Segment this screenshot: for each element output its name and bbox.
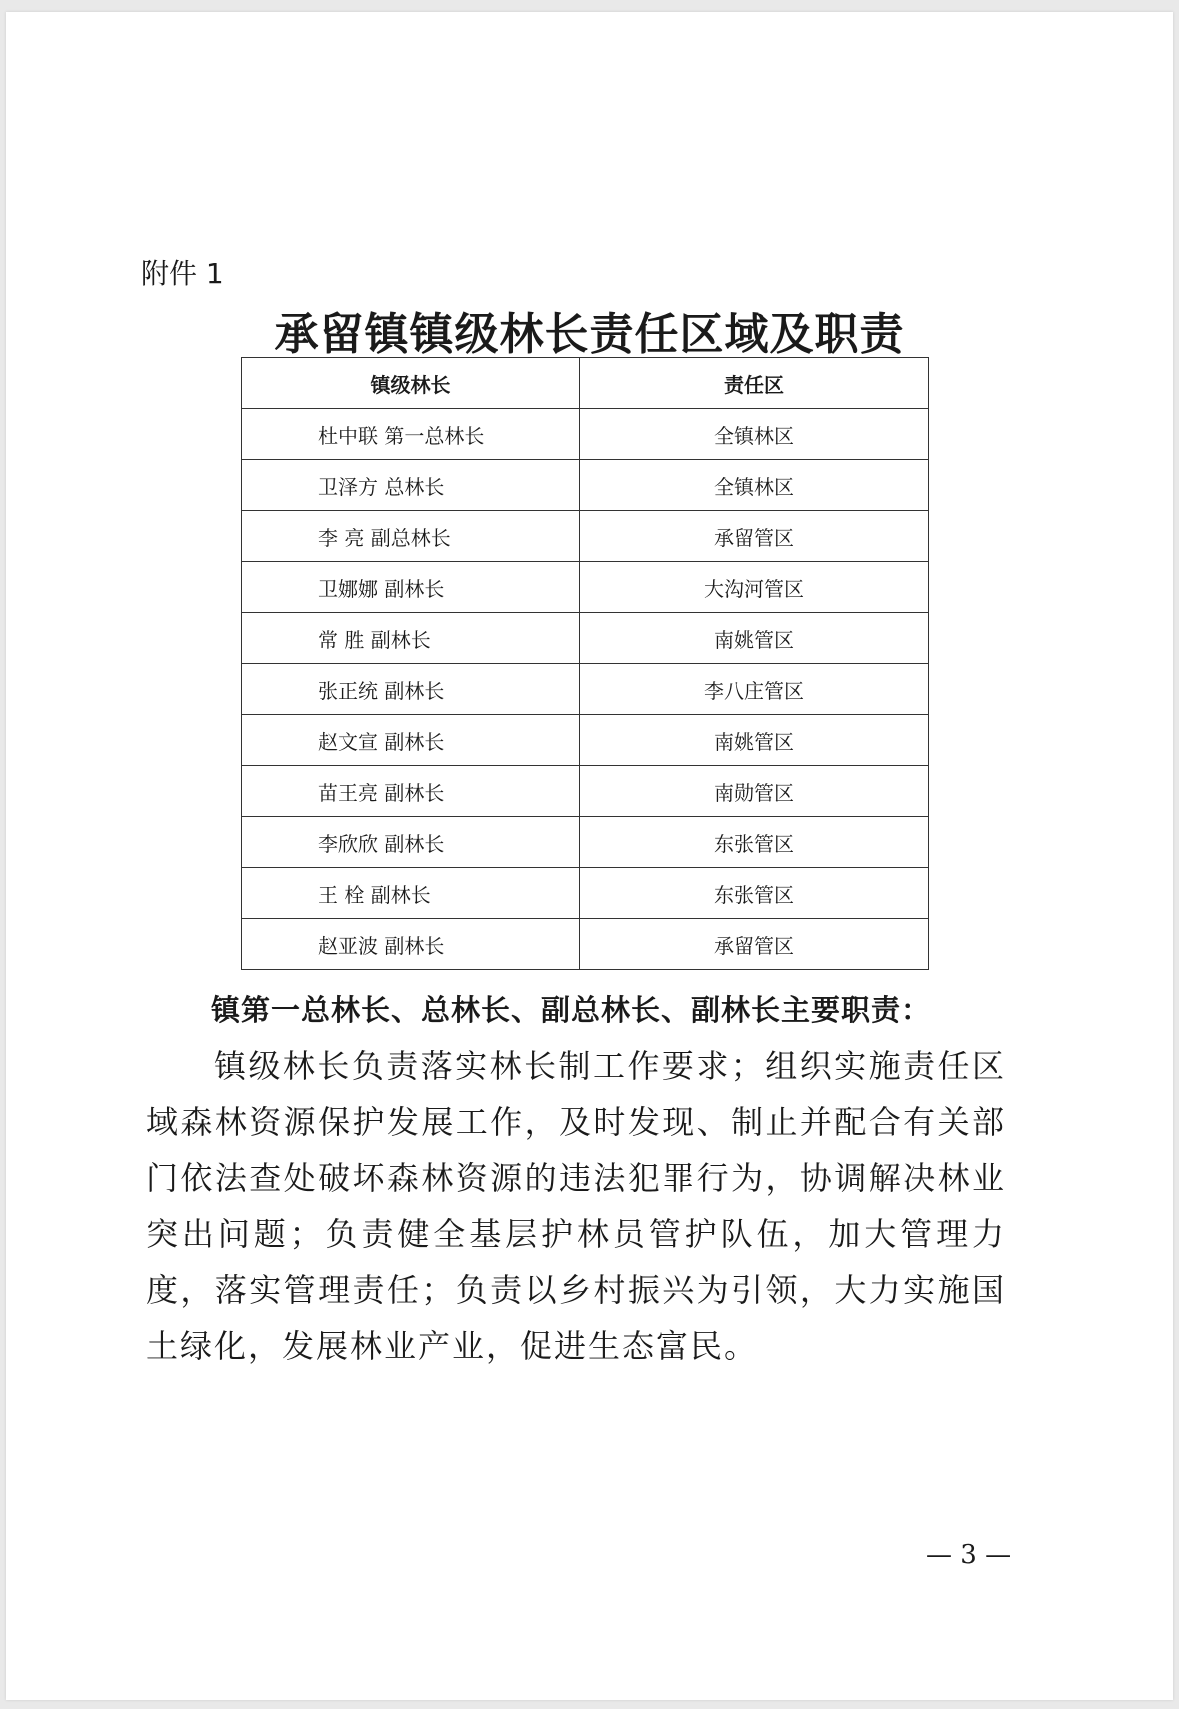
area-cell: 李八庄管区	[580, 664, 929, 715]
leader-cell: 常 胜 副林长	[242, 613, 580, 664]
table-row	[242, 868, 929, 919]
table-row	[242, 919, 929, 970]
area-cell: 大沟河管区	[580, 562, 929, 613]
area-cell: 东张管区	[580, 817, 929, 868]
leader-cell: 杜中联 第一总林长	[242, 409, 580, 460]
leader-cell: 李 亮 副总林长	[242, 511, 580, 562]
leader-cell: 卫娜娜 副林长	[242, 562, 580, 613]
leader-cell: 王 栓 副林长	[242, 868, 580, 919]
area-cell: 承留管区	[580, 511, 929, 562]
table-row	[242, 613, 929, 664]
leader-cell: 李欣欣 副林长	[242, 817, 580, 868]
leader-cell: 卫泽方 总林长	[242, 460, 580, 511]
forest-chief-table	[241, 357, 929, 970]
area-cell: 全镇林区	[580, 460, 929, 511]
area-cell: 东张管区	[580, 868, 929, 919]
attachment-label: 附件 1	[141, 257, 224, 290]
table-row	[242, 715, 929, 766]
leader-cell: 赵亚波 副林长	[242, 919, 580, 970]
leader-cell: 苗王亮 副林长	[242, 766, 580, 817]
table-row	[242, 511, 929, 562]
area-cell: 南姚管区	[580, 613, 929, 664]
leader-cell: 张正统 副林长	[242, 664, 580, 715]
column-header-area: 责任区	[580, 358, 929, 409]
document-page	[6, 12, 1173, 1700]
table-row	[242, 409, 929, 460]
table-row	[242, 817, 929, 868]
leader-cell: 赵文宣 副林长	[242, 715, 580, 766]
page-number: — 3 —	[926, 1540, 1012, 1570]
area-cell: 南勋管区	[580, 766, 929, 817]
column-header-leader: 镇级林长	[242, 358, 580, 409]
responsibilities-heading: 镇第一总林长、总林长、副总林长、副林长主要职责：	[211, 993, 932, 1027]
area-cell: 全镇林区	[580, 409, 929, 460]
table-header-row	[242, 358, 929, 409]
table-row	[242, 460, 929, 511]
area-cell: 承留管区	[580, 919, 929, 970]
table-row	[242, 766, 929, 817]
responsibilities-body: 镇级林长负责落实林长制工作要求；组织实施责任区域森林资源保护发展工作，及时发现、制止并配合有关部门依法查处破坏森林资源的违法犯罪行为，协调解决林业突出问题；负责健全基层护林员管护队伍，加大管理力度，落实管理责任；负责以乡村振兴为引领，大力实施国土绿化，发展林业产业，促进生态富民。	[146, 1047, 1006, 1365]
table-row	[242, 562, 929, 613]
table-row	[242, 664, 929, 715]
document-title: 承留镇镇级林长责任区域及职责	[274, 309, 905, 360]
area-cell: 南姚管区	[580, 715, 929, 766]
